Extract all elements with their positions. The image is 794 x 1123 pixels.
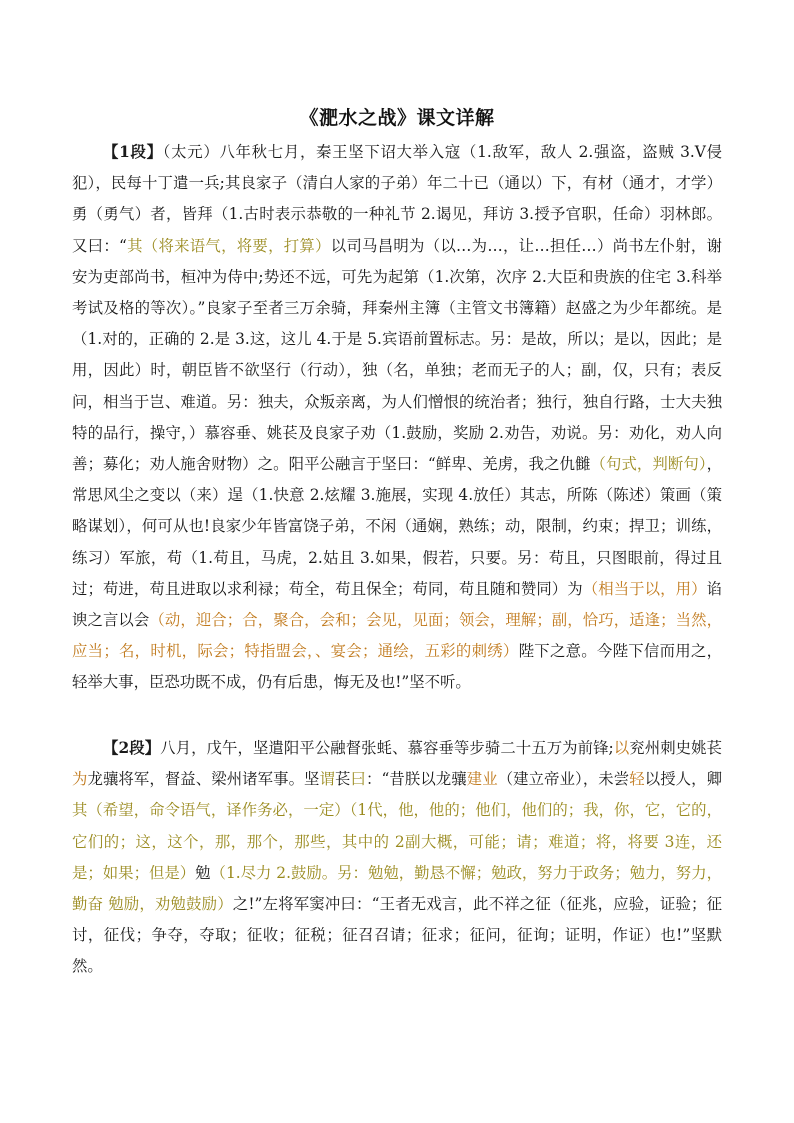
body-text: 以司马昌明为（以…为…，让…担任…）尚书左仆射，谢安为吏部尚书，桓冲为侍中;势还不远，可先为起第（1.次第，次序 2.大臣和贵族的住宅 3.科举考试及格的等次）。”良家子至者三万余骑，拜秦州主簿（主管文书簿籍）赵盛之为少年都统。是（1.对的，正确的 2.是 3.这，这儿 4.于是 5.宾语前置标志。另：是故，所以；是以，因此；是用，因此）时，朝臣皆不欲坚行（行动），独（名，单独；老而无子的人；副，仅，只有；表反问，相当于岂、难道。另：独夫，众叛亲离，为人们憎恨的统治者；独行，独自行路，士大夫独特的品行，操守，）慕容垂、姚苌及良家子劝（1.鼓励，奖励 2.劝告，劝说。另：劝化，劝人向善；募化；劝人施舍财物）之。阳平公融言于坚曰：“鲜卑、羌虏，我之仇雠 bbox=[72, 236, 722, 474]
paragraph-marker: 【2段】 bbox=[103, 739, 161, 757]
annotation-text: （相当于以，用） bbox=[582, 579, 707, 598]
paragraph-1 bbox=[72, 137, 722, 699]
body-text: （建立帝业），未尝 bbox=[497, 770, 630, 789]
annotation-text: 谓 bbox=[319, 770, 336, 789]
annotation-text: 为 bbox=[72, 770, 88, 789]
document-title: 《淝水之战》课文详解 bbox=[299, 107, 495, 129]
annotation-text: （1.尽力 2.鼓励。另：勉勉，勤恳不懈；勉政，努力于政务；勉力，努力，勤奋 勉励，劝勉鼓励） bbox=[72, 863, 722, 914]
paragraph-2 bbox=[72, 733, 722, 983]
body-text: 以授人，卿 bbox=[644, 770, 722, 789]
annotation-text: （动，迎合；合，聚合，会和；会见，见面；领会，理解；副，恰巧，适逢；当然，应当；名，时机，际会；特指盟会，、宴会；通绘，五彩的刺绣） bbox=[72, 611, 722, 661]
body-text: ，常思风尘之变以（来）逞（1.快意 2.炫耀 3.施展，实现 4.放任）其志，所陈（陈述）策画（策略谋划），何可从也!良家少年皆富饶子弟，不闲（通娴，熟练；动，限制，约束；捍卫；训练，练习）军旅，苟（1.苟且，马虎，2.姑且 3.如果，假若，只要。另：苟且，只图眼前，得过且过；苟进，苟且进取以求利禄；苟全，苟且保全；苟同，苟且随和赞同）为 bbox=[72, 455, 722, 598]
annotation-text: （句式，判断句） bbox=[590, 455, 707, 474]
body-text: 八月，戊午，坚遣阳平公融督张蚝、慕容垂等步骑二十五万为前锋; bbox=[160, 739, 614, 757]
annotation-text: 其（希望，命令语气，译作务必，一定）（1代，他，他的；他们，他们的；我，你，它，它的，它们的；这，这个，那，那个，那些，其中的 2副大概，可能；请；难道；将，将要 3连，还是；如果；但是） bbox=[72, 801, 722, 882]
body-text: 之!”左将军窦冲曰：“王者无戏言，此不祥之征（征兆，应验，证验；征讨，征伐；争夺，夺取；征收；征税；征召召请；征求；征问，征询；证明，作证）也!”坚默然。 bbox=[72, 895, 722, 976]
annotation-text: 轻 bbox=[629, 770, 645, 789]
annotation-text: 其（将来语气，将要，打算） bbox=[126, 236, 331, 255]
body-text: （太元）八年秋七月，秦王坚下诏大举入寇（1.敌军，敌人 2.强盗，盗贼 3.V侵犯），民每十丁遣一兵;其良家子（清白人家的子弟）年二十已（通以）下，有材（通才，才学）勇（勇气）者，皆拜（1.古时表示恭敬的一种礼节 2.谒见，拜访 3.授予官职，任命）羽林郎。又曰：“ bbox=[72, 143, 722, 255]
paragraph-marker: 【1段】 bbox=[103, 143, 163, 161]
body-text: 陛下之意。今陛下信而用之，轻举大事，臣恐功既不成，仍有后患，悔无及也!”坚不听。 bbox=[72, 642, 722, 692]
body-text: 苌 bbox=[335, 770, 351, 789]
body-text: 龙骧将军，督益、梁州诸军事。坚 bbox=[87, 770, 320, 789]
annotation-text: 曰 bbox=[350, 770, 366, 789]
body-text: 兖州刺史姚苌 bbox=[629, 739, 722, 757]
annotation-text: 以 bbox=[613, 739, 630, 757]
body-text: 勉 bbox=[195, 863, 211, 882]
body-text: 谄谀之言以会 bbox=[72, 579, 722, 630]
body-text: ：“昔朕以龙骧 bbox=[365, 770, 467, 789]
annotation-text: 建业 bbox=[466, 770, 498, 789]
